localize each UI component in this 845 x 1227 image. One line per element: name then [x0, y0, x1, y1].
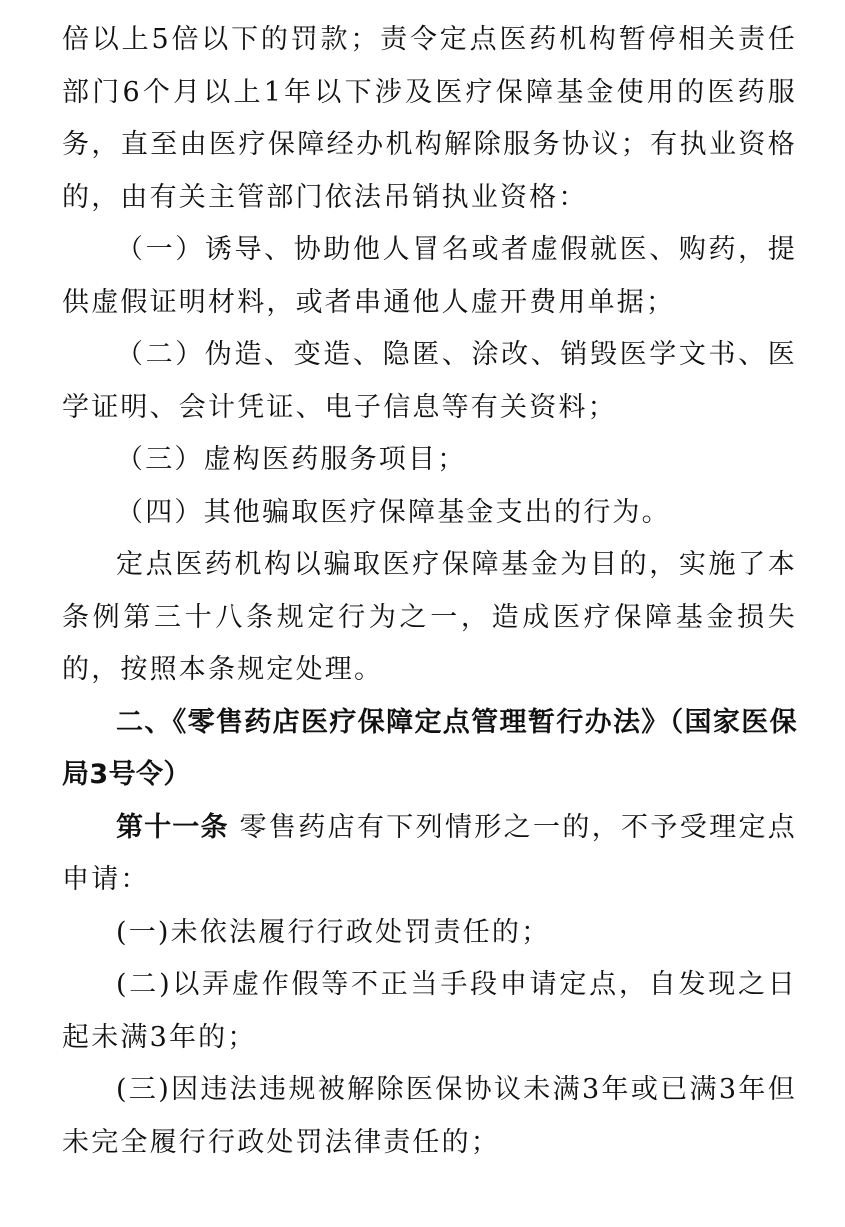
- article-text: 零售药店有下列情形之一的，不予受理定点申请：: [62, 811, 797, 895]
- list-item-other-fraud: （四）其他骗取医疗保障基金支出的行为。: [116, 496, 671, 528]
- list-item-fraudulent-application: (二)以弄虚作假等不正当手段申请定点，自发现之日起未满3年的；: [62, 969, 797, 1053]
- list-item-terminated-agreement: (三)因违法违规被解除医保协议未满3年或已满3年但未完全履行行政处罚法律责任的；: [62, 1074, 797, 1158]
- list-item-unfulfilled-penalty: (一)未依法履行行政处罚责任的；: [116, 916, 551, 948]
- paragraph-penalty-continuation: 倍以上5倍以下的罚款；责令定点医药机构暂停相关责任部门6个月以上1年以下涉及医疗保障基金使用的医药服务，直至由医疗保障经办机构解除服务协议；有执业资格的，由有关主管部门依法吊销执业资格：: [62, 24, 797, 213]
- article-11: [62, 802, 797, 907]
- list-item-induce-false-visits: （一）诱导、协助他人冒名或者虚假就医、购药，提供虚假证明材料，或者串通他人虚开费用单据；: [62, 234, 797, 318]
- list-item-forge-documents: （二）伪造、变造、隐匿、涂改、销毁医学文书、医学证明、会计凭证、电子信息等有关资料；: [62, 339, 797, 423]
- list-item-fabricate-services: （三）虚构医药服务项目；: [116, 444, 467, 475]
- section-heading-pharmacy-measures: 二、《零售药店医疗保障定点管理暂行办法》（国家医保局3号令）: [62, 706, 797, 790]
- paragraph-fraud-purpose: 定点医药机构以骗取医疗保障基金为目的，实施了本条例第三十八条规定行为之一，造成医疗保障基金损失的，按照本条规定处理。: [62, 549, 797, 685]
- article-label: 第十一条: [116, 811, 229, 843]
